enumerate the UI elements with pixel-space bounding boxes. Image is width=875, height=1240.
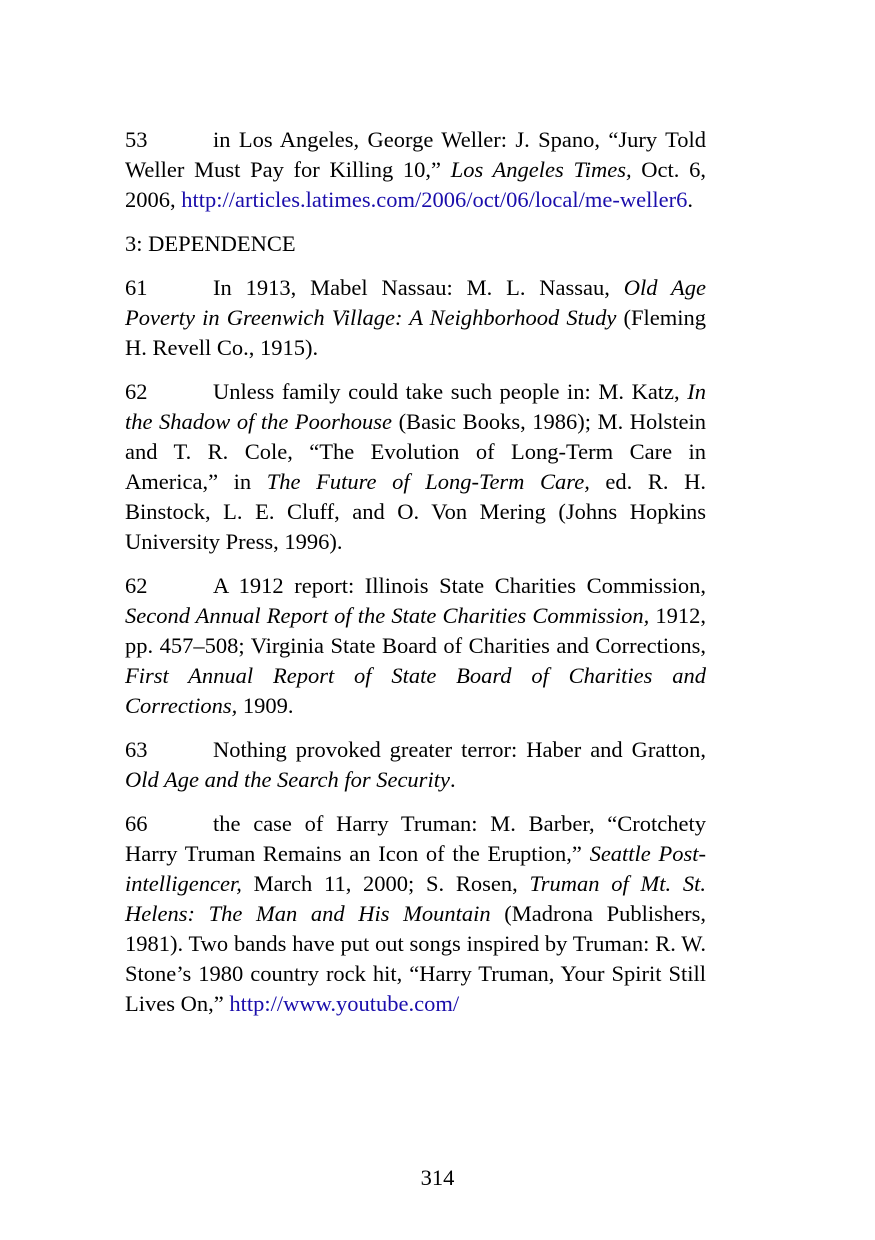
chapter-heading: 3: DEPENDENCE [125, 231, 296, 256]
endnotes-text [125, 125, 706, 1033]
note-number: 62 [125, 379, 148, 404]
note-62-second: 62 A 1912 report: Illinois State Charities Commission, Second Annual Report of the State Charities Commission, 1912, pp. 457–508; Virginia State Board of Charities and Corrections, First Annual Report of State Board of Charities and Corrections, 1909. [125, 573, 707, 718]
note-number: 62 [125, 573, 148, 598]
page-number: 314 [420, 1165, 455, 1190]
note-number: 66 [125, 811, 148, 836]
note-62-first: 62 Unless family could take such people in: M. Katz, In the Shadow of the Poorhouse (Basic Books, 1986); M. Holstein and T. R. Cole, “The Evolution of Long-Term Care in America,” in The Future of Long-Term Care, ed. R. H. Binstock, L. E. Cluff, and O. Von Mering (Johns Hopkins University Press, 1996). [125, 379, 706, 554]
note-53: 53 in Los Angeles, George Weller: J. Spano, “Jury Told Weller Must Pay for Killing 10,” Los Angeles Times, Oct. 6, 2006, http://articles.latimes.com/2006/oct/06/local/me-weller6. [125, 127, 706, 212]
youtube-link[interactable]: http://www.youtube.com/ [229, 991, 460, 1016]
note-number: 63 [125, 737, 148, 762]
note-63: 63 Nothing provoked greater terror: Haber and Gratton, Old Age and the Search for Security. [125, 737, 706, 792]
note-number: 61 [125, 275, 148, 300]
note-number: 53 [125, 127, 148, 152]
latimes-link[interactable]: http://articles.latimes.com/2006/oct/06/local/me-weller6 [181, 187, 688, 212]
note-66: 66 the case of Harry Truman: M. Barber, “Crotchety Harry Truman Remains an Icon of the Eruption,” Seattle Post-intelligencer, March 11, 2000; S. Rosen, Truman of Mt. St. Helens: The Man and His Mountain (Madrona Publishers, 1981). Two bands have put out songs inspired by Truman: R. W. Stone’s 1980 country rock hit, “Harry Truman, Your Spirit Still Lives On,” http://www.youtube.com/ [125, 811, 707, 1016]
note-61: 61 In 1913, Mabel Nassau: M. L. Nassau, Old Age Poverty in Greenwich Village: A Neighborhood Study (Fleming H. Revell Co., 1915). [125, 275, 707, 360]
